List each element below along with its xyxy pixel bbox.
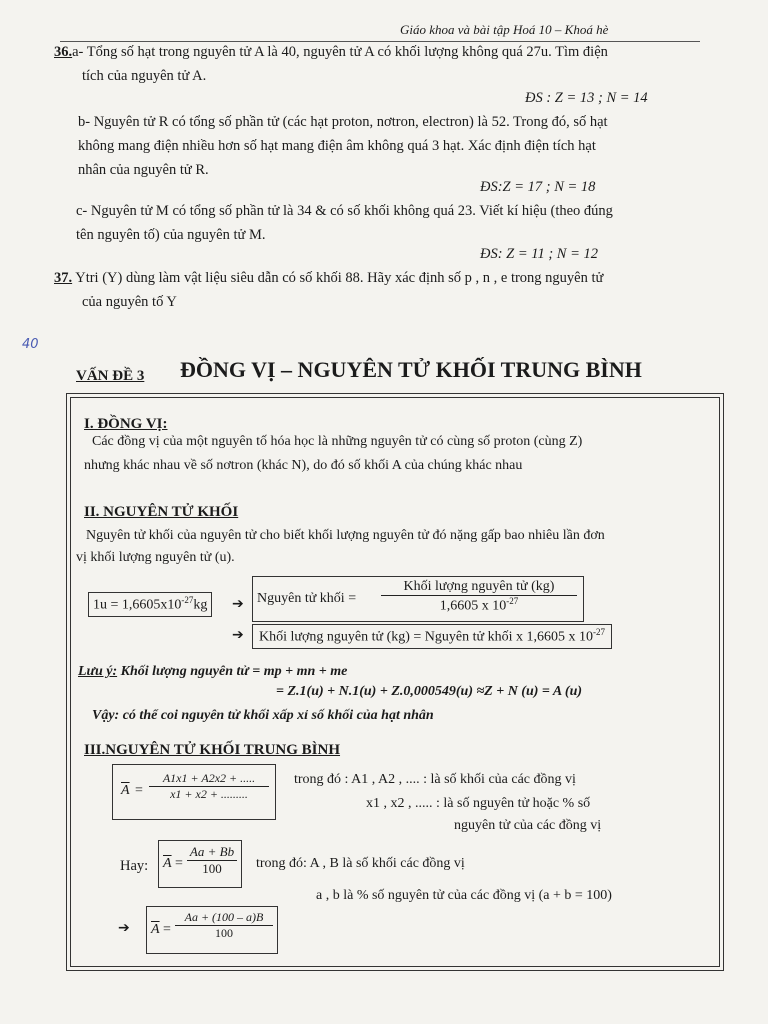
formula-box-1 xyxy=(252,576,584,622)
average-symbol: $\overline{A}$ xyxy=(163,856,172,871)
fraction-denominator: 100 xyxy=(215,926,233,940)
answer-36b: ĐS:Z = 17 ; N = 18 xyxy=(480,179,596,195)
problem-text: tích của nguyên tử A. xyxy=(82,68,207,84)
where-text: nguyên tử của các đồng vị xyxy=(454,818,602,833)
denominator-text: 1,6605 x 10 xyxy=(439,598,507,614)
formula-exponent: -27 xyxy=(592,627,605,637)
section-heading: III.NGUYÊN TỬ KHỐI TRUNG BÌNH xyxy=(84,742,341,758)
problem-text: b- Nguyên tử R có tổng số phần tử (các hạt proton, nơtron, electron) là 52. Trong đó, số hạt xyxy=(78,114,608,130)
handwritten-margin-note: 40 xyxy=(22,337,39,352)
section-text: nhưng khác nhau về số nơtron (khác N), do đó số khối A của chúng khác nhau xyxy=(84,458,523,473)
fraction-numerator: A1x1 + A2x2 + ..... xyxy=(149,771,269,787)
equals-sign: = xyxy=(135,783,143,798)
fraction-numerator: Aa + (100 – a)B xyxy=(175,910,273,926)
where-text: trong đó: A , B là số khối các đồng vị xyxy=(256,856,465,871)
fraction xyxy=(381,579,577,615)
unit-definition-box xyxy=(88,592,212,617)
formula-text: Khối lượng nguyên tử (kg) = Nguyên tử khối x 1,6605 x 10 xyxy=(259,629,593,645)
average-formula-box-1 xyxy=(112,764,276,820)
problem-text: a- Tổng số hạt trong nguyên tử A là 40, nguyên tử A có khối lượng không quá 27u. Tìm điện xyxy=(72,44,608,60)
unit-suffix: kg xyxy=(193,597,208,613)
fraction xyxy=(175,910,273,941)
note-text: Khối lượng nguyên tử = mp + mn + me xyxy=(120,664,348,679)
arrow-icon: ➔ xyxy=(232,596,244,612)
problem-text: nhân của nguyên tử R. xyxy=(78,162,209,178)
fraction-denominator: x1 + x2 + ......... xyxy=(170,787,248,801)
topic-title: ĐỒNG VỊ – NGUYÊN TỬ KHỐI TRUNG BÌNH xyxy=(180,357,642,382)
fraction-denominator xyxy=(381,596,577,615)
unit-text: 1u = 1,6605x10 xyxy=(93,597,182,613)
fraction-numerator: Khối lượng nguyên tử (kg) xyxy=(381,579,577,596)
equals-sign: = xyxy=(163,922,171,937)
note-line-2: = Z.1(u) + N.1(u) + Z.0,000549(u) ≈Z + N (u) = A (u) xyxy=(276,684,583,699)
problem-37-line-1 xyxy=(54,270,603,287)
formula-lhs: Nguyên tử khối = xyxy=(257,591,357,606)
section-text: Nguyên tử khối của nguyên tử cho biết khối lượng nguyên tử đó nặng gấp bao nhiêu lần đơn xyxy=(86,528,605,543)
average-formula-box-2 xyxy=(158,840,242,888)
average-symbol: $\overline{A}$ xyxy=(151,922,160,937)
fraction-numerator: Aa + Bb xyxy=(187,844,237,861)
problem-36-line-1 xyxy=(54,44,608,61)
header-rule xyxy=(60,41,700,42)
unit-exponent: -27 xyxy=(181,595,194,605)
note-line-1 xyxy=(78,664,347,680)
arrow-icon: ➔ xyxy=(232,627,244,643)
problem-number: 36. xyxy=(54,44,73,60)
fraction xyxy=(187,844,237,877)
section-heading: I. ĐỒNG VỊ: xyxy=(84,416,168,432)
topic-label: VẤN ĐỀ 3 xyxy=(76,368,145,384)
problem-text: tên nguyên tố) của nguyên tử M. xyxy=(76,227,266,243)
answer-36a: ĐS : Z = 13 ; N = 14 xyxy=(525,90,648,106)
average-formula-box-3 xyxy=(146,906,278,954)
section-heading: II. NGUYÊN TỬ KHỐI xyxy=(84,504,239,520)
equals-sign: = xyxy=(175,856,183,871)
denominator-exponent: -27 xyxy=(506,596,519,606)
problem-text: Ytri (Y) dùng làm vật liệu siêu dẫn có số khối 88. Hãy xác định số p , n , e trong nguyên tử xyxy=(75,270,604,286)
where-text: x1 , x2 , ..... : là số nguyên tử hoặc % số xyxy=(366,796,591,811)
answer-36c: ĐS: Z = 11 ; N = 12 xyxy=(480,246,598,262)
problem-text: của nguyên tố Y xyxy=(82,294,177,310)
note-line-3: Vậy: có thể coi nguyên tử khối xấp xỉ số khối của hạt nhân xyxy=(92,708,434,723)
where-text: a , b là % số nguyên tử của các đồng vị (a + b = 100) xyxy=(316,888,612,903)
arrow-icon: ➔ xyxy=(118,920,130,936)
problem-number: 37. xyxy=(54,270,73,286)
note-label: Lưu ý: xyxy=(78,664,118,679)
fraction-denominator: 100 xyxy=(202,861,222,876)
problem-text: c- Nguyên tử M có tổng số phần tử là 34 & có số khối không quá 23. Viết kí hiệu (theo đúng xyxy=(76,203,613,219)
running-header: Giáo khoa và bài tập Hoá 10 – Khoá hè xyxy=(400,22,609,37)
fraction xyxy=(149,771,269,802)
average-symbol: $\overline{A}$ xyxy=(121,783,130,798)
where-text: trong đó : A1 , A2 , .... : là số khối của các đồng vị xyxy=(294,772,576,787)
formula-box-2 xyxy=(252,624,612,649)
hay-label: Hay: xyxy=(120,858,149,874)
problem-text: không mang điện nhiều hơn số hạt mang điện âm không quá 3 hạt. Xác định điện tích hạt xyxy=(78,138,596,154)
section-text: Các đồng vị của một nguyên tố hóa học là những nguyên tử có cùng số proton (cùng Z) xyxy=(92,434,583,449)
section-text: vị khối lượng nguyên tử (u). xyxy=(76,550,235,565)
